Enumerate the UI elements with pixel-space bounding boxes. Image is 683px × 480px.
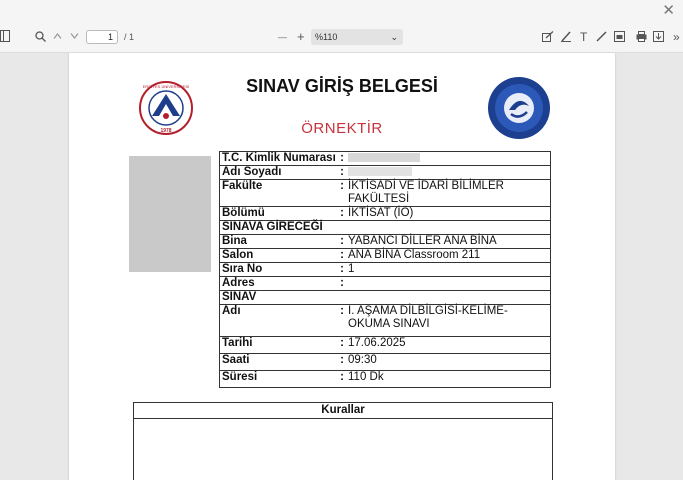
row-label: Süresi — [220, 371, 339, 388]
rules-box — [133, 402, 553, 480]
pen-icon[interactable] — [596, 31, 607, 42]
row-value — [346, 277, 551, 291]
sample-watermark: ÖRNEKTİR — [301, 120, 383, 137]
row-separator: : — [338, 305, 346, 337]
row-separator: : — [338, 235, 346, 249]
row-value: I. AŞAMA DİLBİLGİSİ-KELİME-OKUMA SINAVI — [346, 305, 551, 337]
prev-page-icon[interactable] — [53, 33, 62, 39]
table-row — [220, 354, 551, 371]
row-separator: : — [338, 337, 346, 354]
table-row — [220, 371, 551, 388]
search-icon[interactable] — [35, 31, 46, 42]
section-header-row — [220, 221, 551, 235]
document-title: SINAV GİRİŞ BELGESİ — [246, 76, 438, 96]
row-value: YABANCI DİLLER ANA BİNA — [346, 235, 551, 249]
row-separator: : — [338, 207, 346, 221]
redacted-field — [348, 167, 412, 176]
row-value: 1 — [346, 263, 551, 277]
document-viewport[interactable] — [0, 53, 683, 480]
chevron-down-icon: ⌄ — [390, 32, 398, 42]
logo-university-name: ERCİYES ÜNİVERSİTESİ — [142, 84, 190, 89]
section-header-row — [220, 291, 551, 305]
page-number-input[interactable]: 1 — [86, 30, 118, 44]
row-label: T.C. Kimlik Numarası — [220, 152, 339, 166]
redacted-field — [348, 153, 420, 162]
zoom-in-button[interactable]: + — [297, 29, 305, 44]
row-value: 09:30 — [346, 354, 551, 371]
row-separator: : — [338, 371, 346, 388]
row-label: Adres — [220, 277, 339, 291]
row-value: 110 Dk — [346, 371, 551, 388]
row-label: Bölümü — [220, 207, 339, 221]
draw-icon[interactable] — [561, 31, 572, 42]
zoom-select[interactable] — [311, 29, 403, 45]
save-icon[interactable] — [653, 31, 664, 42]
table-row — [220, 337, 551, 354]
table-row — [220, 235, 551, 249]
row-label: Sıra No — [220, 263, 339, 277]
tc-number-value — [346, 152, 551, 166]
name-value — [346, 166, 551, 180]
exam-entry-table — [219, 151, 551, 388]
section-header: SINAVA GİRECEĞİ — [220, 221, 551, 235]
row-label: Tarihi — [220, 337, 339, 354]
text-icon[interactable]: T — [580, 30, 588, 44]
table-row — [220, 166, 551, 180]
pdf-page — [69, 53, 615, 480]
next-page-icon[interactable] — [70, 33, 79, 39]
section-header: SINAV — [220, 291, 551, 305]
row-separator: : — [338, 249, 346, 263]
row-label: Bina — [220, 235, 339, 249]
table-row — [220, 263, 551, 277]
window-top-bar — [0, 0, 683, 22]
row-separator: : — [338, 354, 346, 371]
row-separator: : — [338, 180, 346, 207]
row-value: ANA BİNA Classroom 211 — [346, 249, 551, 263]
row-label: Fakülte — [220, 180, 339, 207]
zoom-value: %110 — [315, 32, 338, 42]
print-icon[interactable] — [636, 31, 647, 42]
sidebar-icon[interactable] — [0, 30, 10, 42]
zoom-out-button[interactable]: — — [278, 32, 287, 42]
row-separator: : — [338, 263, 346, 277]
rules-header: Kurallar — [134, 403, 552, 419]
row-label: Adı Soyadı — [220, 166, 339, 180]
row-value: İKTİSAT (İÖ) — [346, 207, 551, 221]
table-row — [220, 305, 551, 337]
row-value: İKTİSADİ VE İDARİ BİLİMLER FAKÜLTESİ — [346, 180, 551, 207]
row-separator: : — [338, 166, 346, 180]
page-total: / 1 — [124, 32, 135, 42]
row-label: Saati — [220, 354, 339, 371]
pdf-toolbar — [0, 22, 683, 53]
row-label: Adı — [220, 305, 339, 337]
row-value: 17.06.2025 — [346, 337, 551, 354]
row-separator: : — [338, 277, 346, 291]
more-icon[interactable]: » — [673, 30, 680, 44]
row-separator: : — [338, 152, 346, 166]
table-row — [220, 180, 551, 207]
close-icon[interactable]: ✕ — [662, 2, 675, 19]
table-row — [220, 207, 551, 221]
highlight-icon[interactable] — [542, 31, 554, 42]
photo-placeholder — [129, 156, 211, 272]
row-label: Salon — [220, 249, 339, 263]
logo-year: 1978 — [160, 128, 172, 134]
table-row — [220, 152, 551, 166]
table-row — [220, 249, 551, 263]
image-icon[interactable] — [614, 31, 625, 42]
table-row — [220, 277, 551, 291]
